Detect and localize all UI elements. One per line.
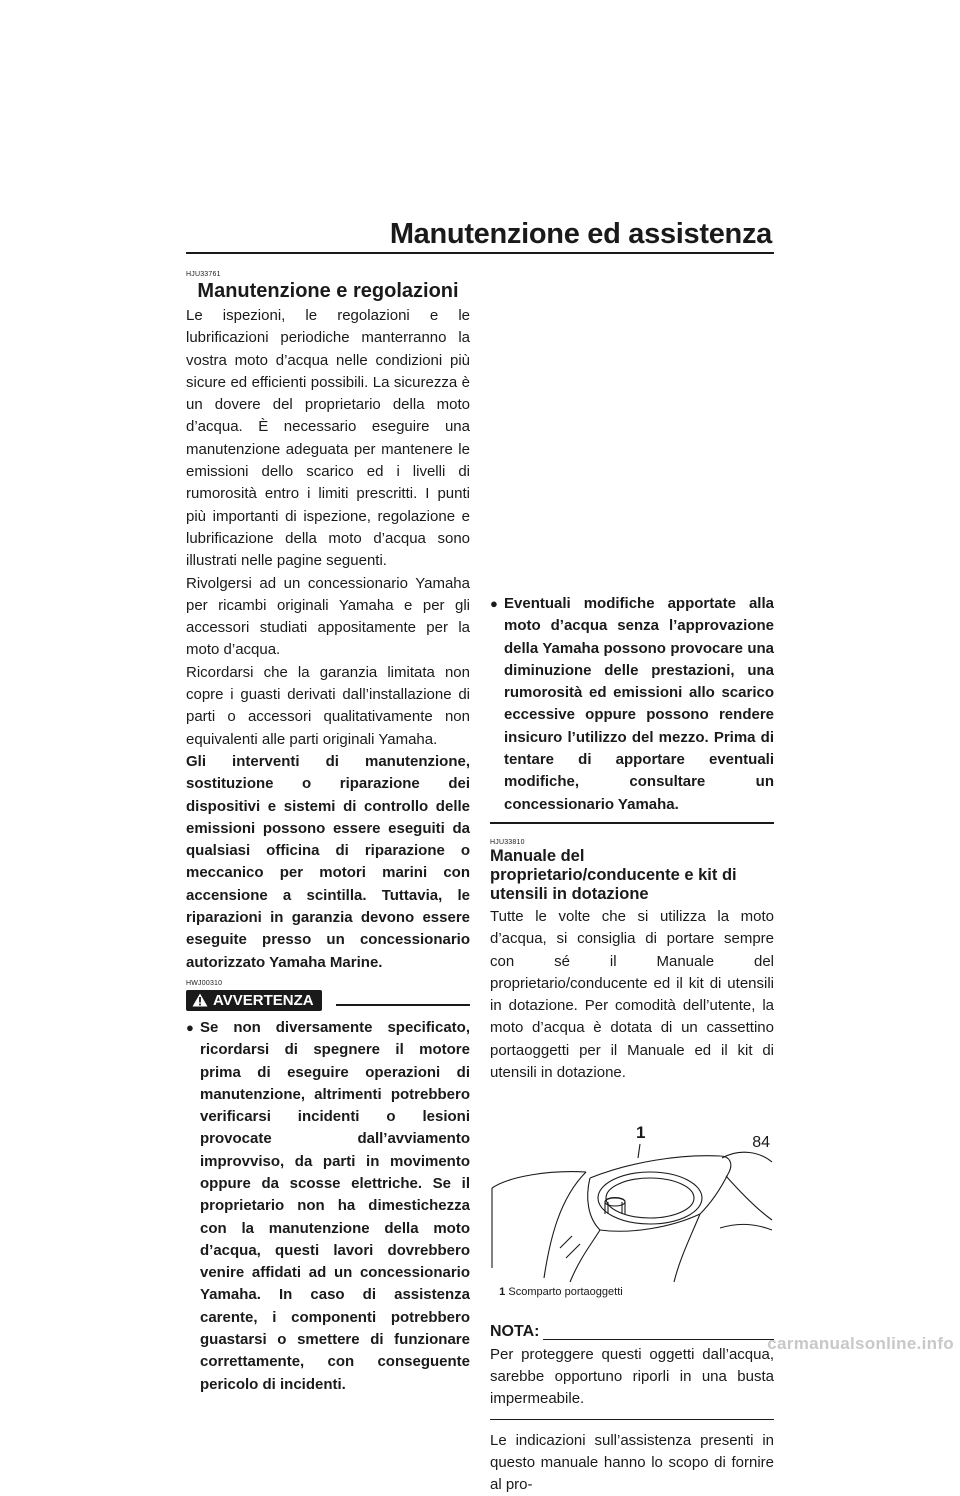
- note-end-rule: [490, 1419, 774, 1420]
- watermark: carmanualsonline.info: [767, 1334, 954, 1353]
- caption-number: 1: [499, 1286, 506, 1299]
- header-rule: [186, 252, 774, 254]
- warning-rule: [336, 1004, 470, 1006]
- paragraph: Rivolgersi ad un concessionario Yamaha per ricambi originali Yamaha e per gli accessori studiati appositamente per la moto d’acqua.: [186, 574, 470, 659]
- left-column: [186, 270, 470, 1396]
- page-number: 84: [752, 1134, 770, 1151]
- paragraph: Le indicazioni sull’assistenza presenti in questo manuale hanno lo scopo di fornire al pro-: [490, 1431, 774, 1494]
- paragraph: Ricordarsi che la garanzia limitata non copre i guasti derivati dall’installazione di parti o accessori qualitativamente non equivalenti alle parti originali Yamaha.: [186, 663, 470, 748]
- warning-bullet-text: Se non diversamente specificato, ricordarsi di spegnere il motore prima di eseguire operazioni di manutenzione, altrimenti potrebbero verificarsi incidenti o lesioni provocate dall’avviamento improvviso, da parti in movimento oppure da scosse elettriche. Se il proprietario non ha dimestichezza con la manutenzione della moto d’acqua, questi lavori dovrebbero venire affidati ad un concessionario Yamaha. In caso di assistenza carente, i componenti potrebbero guastarsi o smettere di funzionare correttamente, con conseguente pericolo di incidenti.: [200, 1018, 470, 1393]
- note-text: Per proteggere questi oggetti dall’acqua, sarebbe opportuno riporli in una busta impermeabile.: [490, 1345, 774, 1408]
- warning-label: AVVERTENZA: [213, 991, 314, 1009]
- paragraph: Tutte le volte che si utilizza la moto d’acqua, si consiglia di portare sempre con sé il Manuale del proprietario/conducente ed il kit di utensili in dotazione. Per comodità dell’utente, la moto d’acqua è dotata di un cassettino portaoggetti per il Manuale ed il kit di utensili in dotazione.: [490, 907, 774, 1082]
- right-column: [490, 271, 774, 1496]
- section-title: Manuale del proprietario/conducente e kit di utensili in dotazione: [490, 846, 737, 903]
- caption-text: Scomparto portaoggetti: [508, 1286, 623, 1299]
- note-label: NOTA:: [490, 1323, 540, 1341]
- warning-bullet-text: Eventuali modifiche apportate alla moto d’acqua senza l’approvazione della Yamaha possono provocare una diminuzione delle prestazioni, una rumorosità ed emissioni allo scarico eccessive oppure possono rendere insicuro l’utilizzo del mezzo. Prima di tentare di apportare eventuali modifiche, consultare un concessionario Yamaha.: [504, 595, 774, 813]
- figure-caption: [490, 1285, 774, 1299]
- warning-header: [186, 990, 470, 1011]
- warning-end-rule: [490, 822, 774, 824]
- section-title: Manutenzione e regolazioni: [197, 280, 459, 302]
- warning-bullet: [186, 1017, 470, 1396]
- figure-callout-label: 1: [636, 1123, 646, 1143]
- bullet-icon: ●: [490, 596, 498, 611]
- paragraph-bold: Gli interventi di manutenzione, sostituzione o riparazione dei dispositivi e sistemi di controllo delle emissioni possono essere eseguiti da qualsiasi officina di riparazione o meccanico per motori marini con accensione a scintilla. Tuttavia, le riparazioni in garanzia devono essere eseguite presso un concessionario autorizzato Yamaha Marine.: [186, 752, 470, 971]
- warning-code: HWJ00310: [186, 979, 223, 987]
- note-header: [490, 1321, 774, 1343]
- storage-compartment-illustration: [490, 1118, 774, 1283]
- warning-bullet: [490, 593, 774, 816]
- paragraph: Le ispezioni, le regolazioni e le lubrificazioni periodiche manterranno la vostra moto d’acqua nelle condizioni più sicure ed efficienti possibili. La sicurezza è un dovere del proprietario della moto d’acqua. È necessario eseguire una manutenzione adeguata per mantenere le emissioni dello scarico ed i livelli di rumorosità entro i limiti prescritti. I punti più importanti di ispezione, regolazione e lubrificazione della moto d’acqua sono illustrati nelle pagine seguenti.: [186, 307, 470, 570]
- section-code: HJU33810: [490, 838, 525, 846]
- note-rule: [543, 1339, 774, 1340]
- page-header-title: Manutenzione ed assistenza: [389, 218, 772, 250]
- jet-ski-storage-icon: [490, 1118, 774, 1283]
- warning-triangle-icon: [192, 993, 208, 1007]
- section-code: HJU33761: [186, 271, 221, 278]
- warning-badge: [186, 990, 322, 1011]
- bullet-icon: ●: [186, 1019, 194, 1035]
